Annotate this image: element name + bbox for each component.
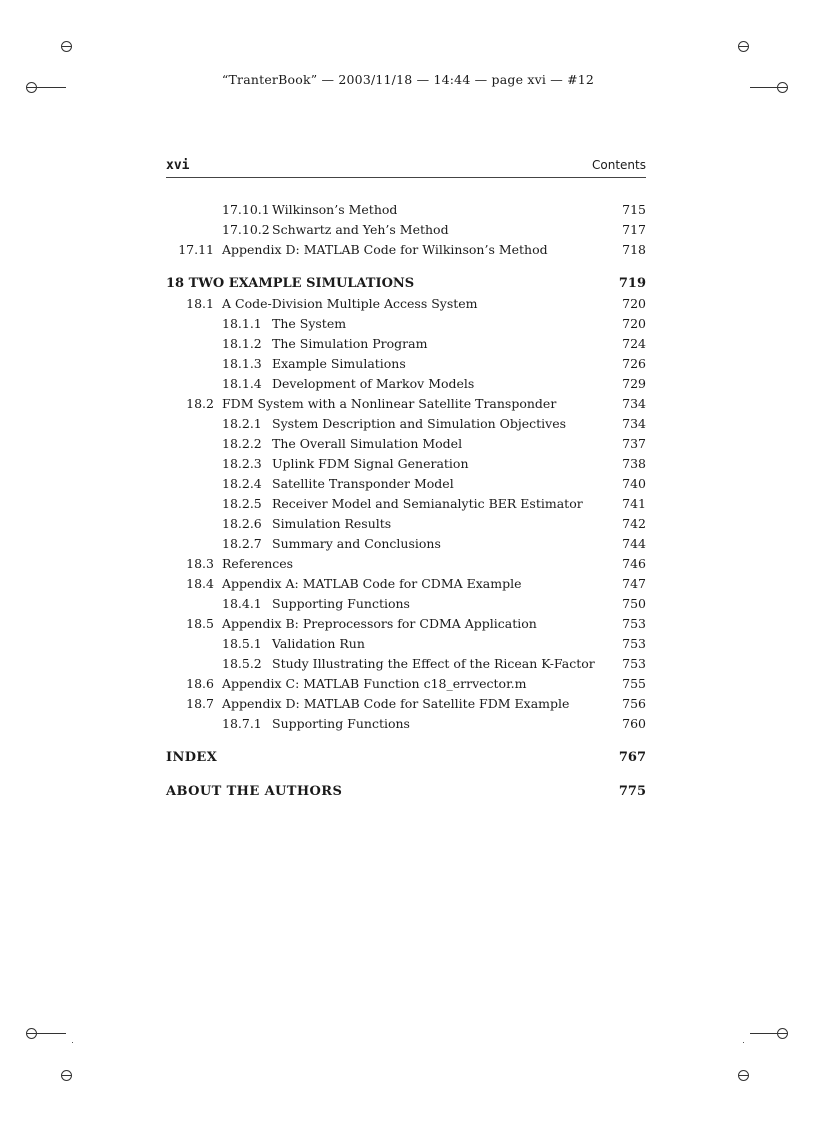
toc-entry[interactable] [166, 694, 646, 714]
toc-entry-number: 18.1.2 [222, 336, 262, 351]
toc-entry-page: 737 [622, 436, 646, 451]
header-rule [166, 177, 646, 178]
toc-entry-number: 18.2.4 [222, 476, 262, 491]
toc-entry-number: 18.1.4 [222, 376, 262, 391]
toc-entry[interactable] [166, 534, 646, 554]
toc-entry-title: The Simulation Program [272, 336, 428, 351]
toc-section-18 [166, 294, 646, 734]
toc-entry-title: Summary and Conclusions [272, 536, 441, 551]
toc-index-title: INDEX [166, 750, 218, 765]
toc-entry-page: 753 [622, 656, 646, 671]
toc-entry-page: 734 [622, 416, 646, 431]
toc-entry-title: Wilkinson’s Method [272, 202, 398, 217]
crop-line [750, 1033, 777, 1034]
toc-entry-page: 744 [622, 536, 646, 551]
toc-entry-title: References [222, 556, 294, 571]
toc-entry-page: 760 [622, 716, 646, 731]
crop-line [750, 87, 777, 88]
table-of-contents [166, 200, 646, 802]
toc-entry-title: Development of Markov Models [272, 376, 475, 391]
toc-entry-title: Appendix D: MATLAB Code for Satellite FDM Example [222, 696, 570, 711]
toc-entry-number: 18.1.1 [222, 316, 262, 331]
toc-entry[interactable] [166, 554, 646, 574]
toc-entry-page: 720 [622, 316, 646, 331]
toc-entry-number: 18.1.3 [222, 356, 262, 371]
crop-line [37, 1033, 66, 1034]
toc-entry-number: 18.4.1 [222, 596, 262, 611]
toc-entry[interactable] [166, 334, 646, 354]
toc-entry-page: 753 [622, 616, 646, 631]
toc-entry[interactable] [166, 374, 646, 394]
toc-entry-number: 18.7.1 [222, 716, 262, 731]
toc-entry-page: 738 [622, 456, 646, 471]
toc-entry-title: Appendix B: Preprocessors for CDMA Application [222, 616, 537, 631]
toc-entry[interactable] [166, 240, 646, 260]
toc-entry-page: 747 [622, 576, 646, 591]
crop-line [37, 87, 66, 88]
toc-entry-title: The Overall Simulation Model [272, 436, 463, 451]
toc-entry-number: 18.2.7 [222, 536, 262, 551]
toc-entry[interactable] [166, 714, 646, 734]
toc-entry-page: 717 [622, 222, 646, 237]
toc-entry-page: 753 [622, 636, 646, 651]
toc-entry-title: Appendix C: MATLAB Function c18_errvector.m [222, 676, 527, 691]
toc-chapter-title: 18 TWO EXAMPLE SIMULATIONS [166, 276, 415, 291]
toc-index[interactable] [166, 748, 646, 768]
toc-index-page: 767 [618, 750, 646, 765]
toc-entry-page: 726 [622, 356, 646, 371]
toc-entry-title: Schwartz and Yeh’s Method [272, 222, 449, 237]
toc-about-authors[interactable] [166, 782, 646, 802]
toc-entry[interactable] [166, 654, 646, 674]
print-slug: “TranterBook” — 2003/11/18 — 14:44 — page xvi — #12 [221, 72, 595, 87]
toc-entry[interactable] [166, 434, 646, 454]
toc-entry[interactable] [166, 494, 646, 514]
toc-entry[interactable] [166, 594, 646, 614]
toc-entry-title: Validation Run [272, 636, 365, 651]
toc-entry-title: Receiver Model and Semianalytic BER Estimator [272, 496, 583, 511]
toc-entry[interactable] [166, 314, 646, 334]
section-label: Contents [592, 158, 646, 172]
toc-entry[interactable] [166, 574, 646, 594]
toc-entry-title: System Description and Simulation Objectives [272, 416, 567, 431]
toc-entry-page: 741 [622, 496, 646, 511]
crop-mark-icon [777, 1028, 788, 1039]
toc-entry-number: 18.1 [186, 296, 214, 311]
toc-entry-number: 17.11 [178, 242, 214, 257]
toc-entry-title: Uplink FDM Signal Generation [272, 456, 469, 471]
crop-dot [743, 1042, 744, 1043]
toc-entry-page: 750 [622, 596, 646, 611]
toc-entry-title: A Code-Division Multiple Access System [222, 296, 478, 311]
toc-entry[interactable] [166, 354, 646, 374]
toc-entry-title: Simulation Results [272, 516, 392, 531]
crop-mark-icon [738, 41, 749, 52]
toc-entry-number: 18.2.1 [222, 416, 262, 431]
toc-entry-title: Supporting Functions [272, 596, 410, 611]
toc-entry[interactable] [166, 414, 646, 434]
toc-chapter-18[interactable] [166, 274, 646, 294]
toc-entry-title: Appendix D: MATLAB Code for Wilkinson’s Method [222, 242, 548, 257]
toc-entry-page: 715 [622, 202, 646, 217]
toc-entry-number: 18.5.1 [222, 636, 262, 651]
toc-entry-page: 720 [622, 296, 646, 311]
toc-entry-title: Satellite Transponder Model [272, 476, 454, 491]
toc-about-title: ABOUT THE AUTHORS [166, 784, 343, 799]
toc-entry[interactable] [166, 614, 646, 634]
crop-mark-icon [61, 1070, 72, 1081]
toc-entry-number: 18.2.6 [222, 516, 262, 531]
crop-dot [72, 1042, 73, 1043]
crop-mark-icon [26, 1028, 37, 1039]
toc-entry-title: Example Simulations [272, 356, 406, 371]
toc-entry-page: 740 [622, 476, 646, 491]
toc-entry-title: Appendix A: MATLAB Code for CDMA Example [222, 576, 522, 591]
toc-entry[interactable] [166, 674, 646, 694]
toc-entry[interactable] [166, 454, 646, 474]
toc-entry-page: 755 [622, 676, 646, 691]
toc-entry-number: 18.2.3 [222, 456, 262, 471]
toc-entry-title: Supporting Functions [272, 716, 410, 731]
toc-entry-title: FDM System with a Nonlinear Satellite Transponder [222, 396, 557, 411]
toc-section-17 [166, 200, 646, 260]
toc-entry-page: 756 [622, 696, 646, 711]
toc-entry-number: 18.4 [186, 576, 214, 591]
toc-entry[interactable] [166, 200, 646, 220]
toc-entry-title: Study Illustrating the Effect of the Ricean K-Factor [272, 656, 595, 671]
toc-entry-page: 746 [622, 556, 646, 571]
toc-entry[interactable] [166, 394, 646, 414]
toc-entry-number: 18.2.2 [222, 436, 262, 451]
toc-entry[interactable] [166, 474, 646, 494]
page-number: xvi [166, 158, 190, 173]
toc-chapter-page: 719 [618, 276, 646, 291]
toc-entry-page: 718 [622, 242, 646, 257]
toc-entry[interactable] [166, 220, 646, 240]
toc-entry-number: 17.10.2 [222, 222, 270, 237]
crop-mark-icon [61, 41, 72, 52]
toc-entry[interactable] [166, 514, 646, 534]
toc-entry-page: 729 [622, 376, 646, 391]
toc-about-page: 775 [618, 784, 646, 799]
running-head [166, 158, 646, 176]
toc-entry-number: 18.5 [186, 616, 214, 631]
toc-entry[interactable] [166, 294, 646, 314]
toc-entry-number: 17.10.1 [222, 202, 270, 217]
toc-entry[interactable] [166, 634, 646, 654]
toc-entry-number: 18.7 [186, 696, 214, 711]
toc-entry-number: 18.3 [186, 556, 214, 571]
toc-entry-page: 742 [622, 516, 646, 531]
toc-entry-number: 18.5.2 [222, 656, 262, 671]
crop-mark-icon [738, 1070, 749, 1081]
toc-entry-page: 724 [622, 336, 646, 351]
toc-entry-number: 18.2.5 [222, 496, 262, 511]
toc-entry-number: 18.2 [186, 396, 214, 411]
toc-entry-number: 18.6 [186, 676, 214, 691]
toc-entry-title: The System [272, 316, 347, 331]
toc-entry-page: 734 [622, 396, 646, 411]
